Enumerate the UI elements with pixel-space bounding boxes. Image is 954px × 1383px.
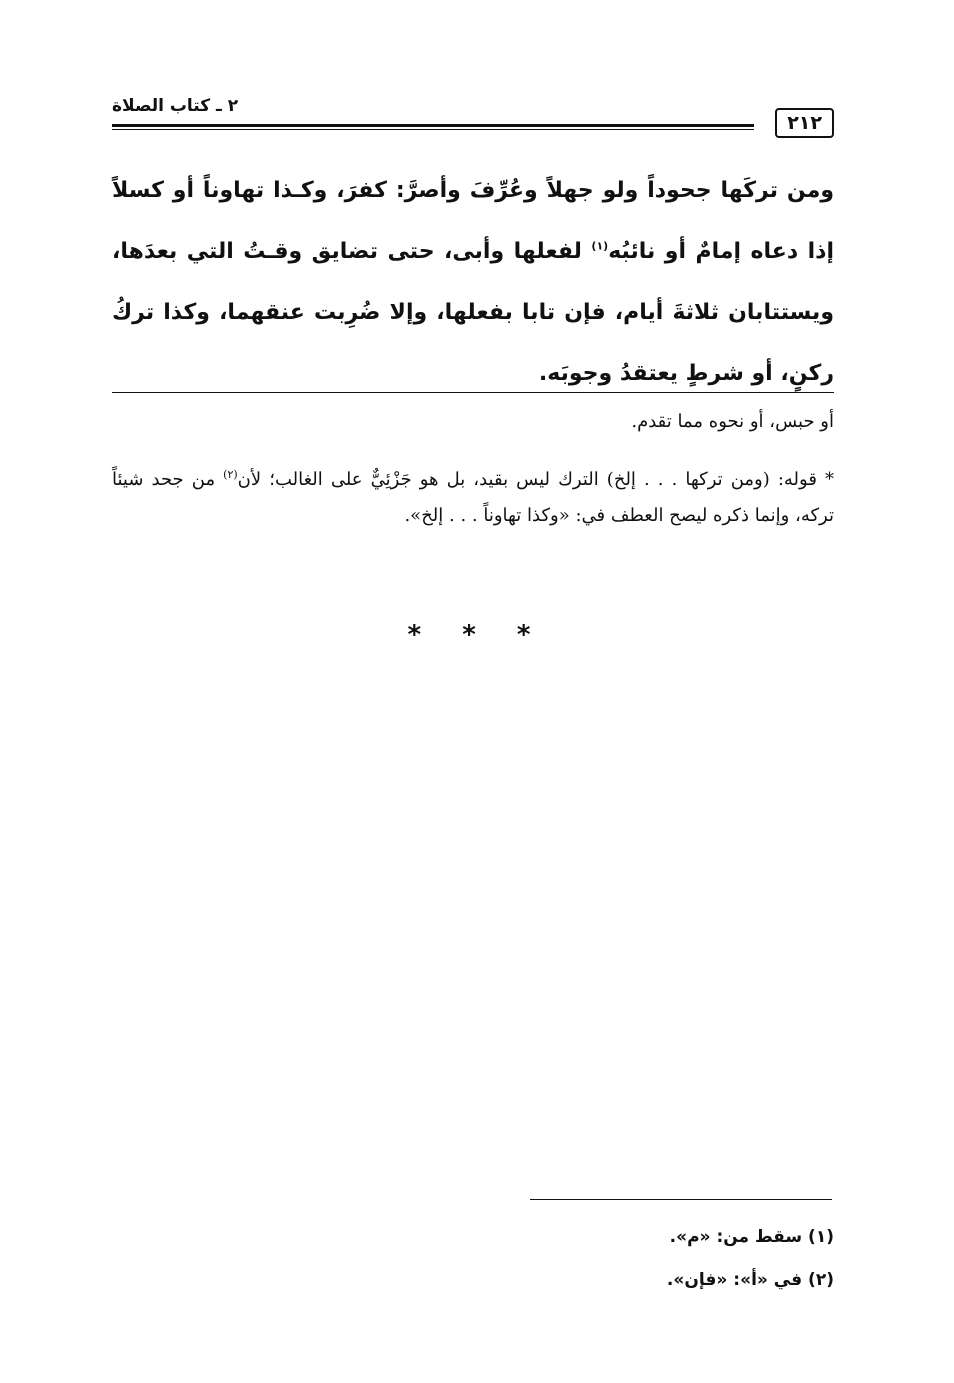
main-text-divider — [112, 392, 834, 393]
commentary-part1: * قوله: (ومن تركها . . . إلخ) الترك ليس بقيد، بل هو جَزْئِيٌّ على الغالب؛ لأن — [237, 469, 834, 490]
commentary — [112, 404, 834, 534]
main-text-part2: لفعلها وأبى، حتى تضايق وقـتُ التي بعدَها، ويستتابان ثلاثةَ أيام، فإن تابا بفعلها، وإلا ضُرِبت عنقهما، وكذا تركُ ركنٍ، أو شرطٍ يعتقدُ وجوبَه. — [112, 239, 834, 386]
commentary-continued: أو حبس، أو نحوه مما تقدم. — [631, 411, 834, 432]
footnote-ref-1: (١) — [591, 239, 609, 253]
commentary-block — [112, 462, 834, 534]
section-separator: * * * — [407, 620, 547, 650]
footnote-1: (١) سقط من: «م». — [669, 1227, 834, 1247]
footnotes — [112, 1216, 834, 1302]
running-title: ٢ ـ كتاب الصلاة — [112, 96, 239, 116]
header-rule — [112, 124, 754, 130]
footnote-divider — [530, 1199, 832, 1200]
page-number: ٢١٢ — [775, 108, 834, 138]
page-header — [112, 92, 834, 142]
commentary-part2: من جحد شيئاً تركه، وإنما ذكره ليصح العطف في: «وكذا تهاوناً . . . إلخ». — [112, 469, 834, 526]
footnote-2: (٢) في «أ»: «فإن». — [666, 1270, 834, 1290]
footnote-ref-2: (٢) — [223, 468, 238, 481]
main-text-part1: ومن تركَها جحوداً ولو جهلاً وعُرِّفَ وأصرَّ: كفرَ، وكـذا تهاوناً أو كسلاً إذا دعاه إمامٌ أو نائبُه — [112, 178, 834, 264]
main-text — [112, 160, 834, 404]
